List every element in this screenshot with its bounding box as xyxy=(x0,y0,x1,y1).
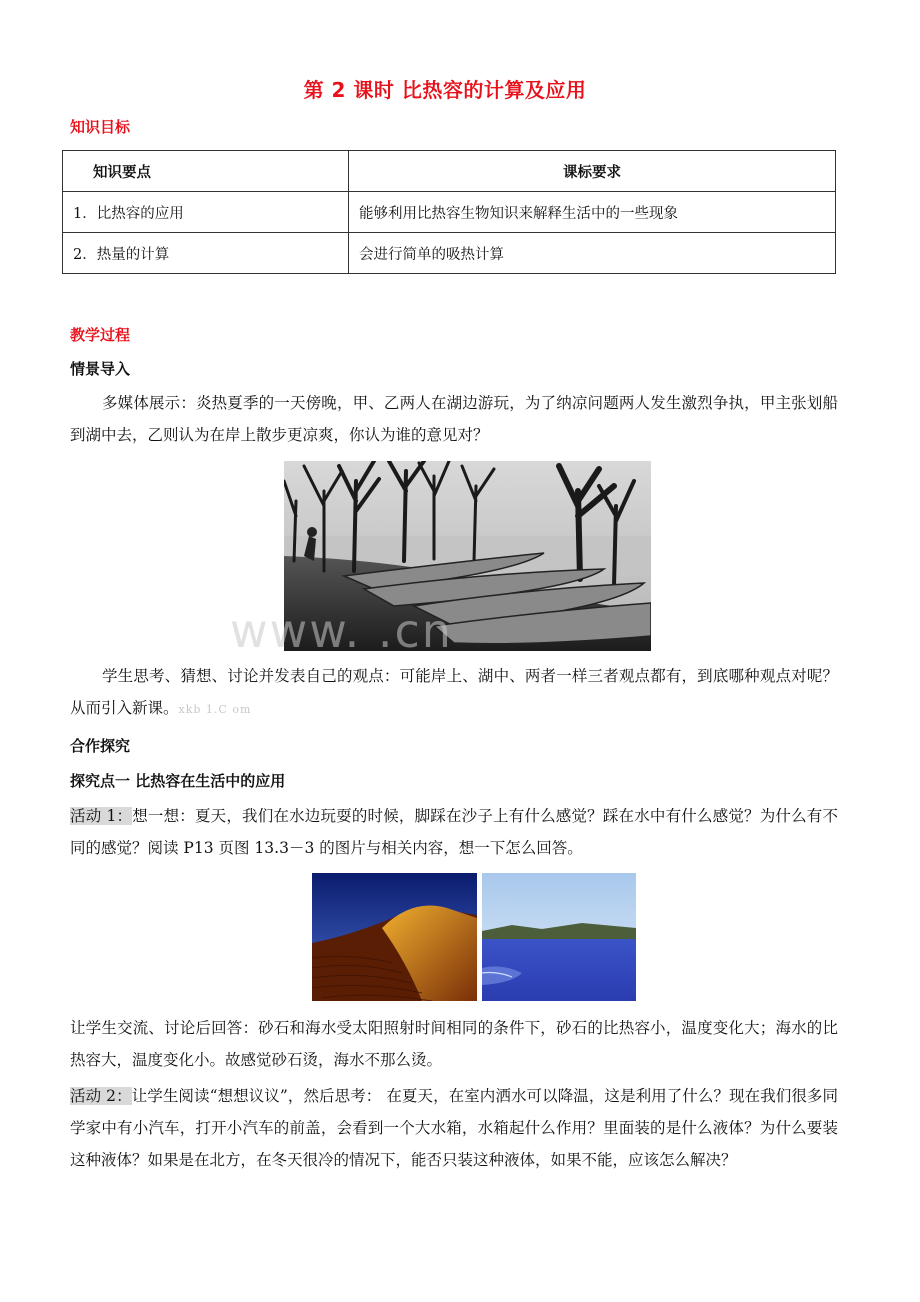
table-cell: 2．热量的计算 xyxy=(63,233,349,274)
table-row xyxy=(63,192,836,233)
subheading-cooperation: 合作探究 xyxy=(70,737,131,755)
desert-photo xyxy=(312,873,477,1001)
activity-one-paragraph xyxy=(70,800,838,864)
think-paragraph xyxy=(70,660,838,726)
activity-one-label: 活动 1： xyxy=(70,807,133,825)
activity-two-label: 活动 2： xyxy=(70,1087,132,1105)
page-title: 第 2 课时 比热容的计算及应用 xyxy=(303,78,587,102)
answer-paragraph: 让学生交流、讨论后回答：砂石和海水受太阳照射时间相同的条件下，砂石的比热容小，温度变化大；海水的比热容大，温度变化小。故感觉砂石烫，海水不那么烫。 xyxy=(70,1019,838,1069)
think-text: 学生思考、猜想、讨论并发表自己的观点：可能岸上、湖中、两者一样三者观点都有，到底哪种观点对呢？从而引入新课。 xyxy=(70,667,838,717)
knowledge-goals-table xyxy=(62,150,836,274)
activity-one-text: 想一想：夏天，我们在水边玩耍的时候，脚踩在沙子上有什么感觉？踩在水中有什么感觉？为什么有不同的感觉？阅读 P13 页图 13.3－3 的图片与相关内容，想一下怎么回答。 xyxy=(70,807,838,857)
intro-paragraph: 多媒体展示：炎热夏季的一天傍晚，甲、乙两人在湖边游玩，为了纳凉问题两人发生激烈争执，甲主张划船到湖中去，乙则认为在岸上散步更凉爽，你认为谁的意见对？ xyxy=(70,394,838,444)
watermark-text: www. .cn xyxy=(230,604,453,658)
sea-photo xyxy=(482,873,636,1001)
watermark-inline: xkb 1.C om xyxy=(178,703,252,716)
activity-two-text: 让学生阅读“想想议议”，然后思考： 在夏天，在室内洒水可以降温，这是利用了什么？现在我们很多同学家中有小汽车，打开小汽车的前盖，会看到一个大水箱，水箱起什么作用？里面装的是什么液体？为什么要装这种液体？如果是在北方，在冬天很冷的情况下，能否只装这种液体，如果不能，应该怎么解决？ xyxy=(70,1087,839,1169)
table-row xyxy=(63,233,836,274)
table-header-cell: 知识要点 xyxy=(63,151,349,192)
table-header-cell: 课标要求 xyxy=(349,151,836,192)
activity-two-paragraph xyxy=(70,1080,838,1176)
table-cell: 会进行简单的吸热计算 xyxy=(349,233,836,274)
table-cell: 1．比热容的应用 xyxy=(63,192,349,233)
subheading-intro: 情景导入 xyxy=(70,360,131,378)
table-header-row xyxy=(63,151,836,192)
subheading-point-one: 探究点一 比热容在生活中的应用 xyxy=(70,772,286,790)
table-cell: 能够利用比热容生物知识来解释生活中的一些现象 xyxy=(349,192,836,233)
section-heading-process: 教学过程 xyxy=(70,326,131,344)
section-heading-goals: 知识目标 xyxy=(70,118,131,136)
